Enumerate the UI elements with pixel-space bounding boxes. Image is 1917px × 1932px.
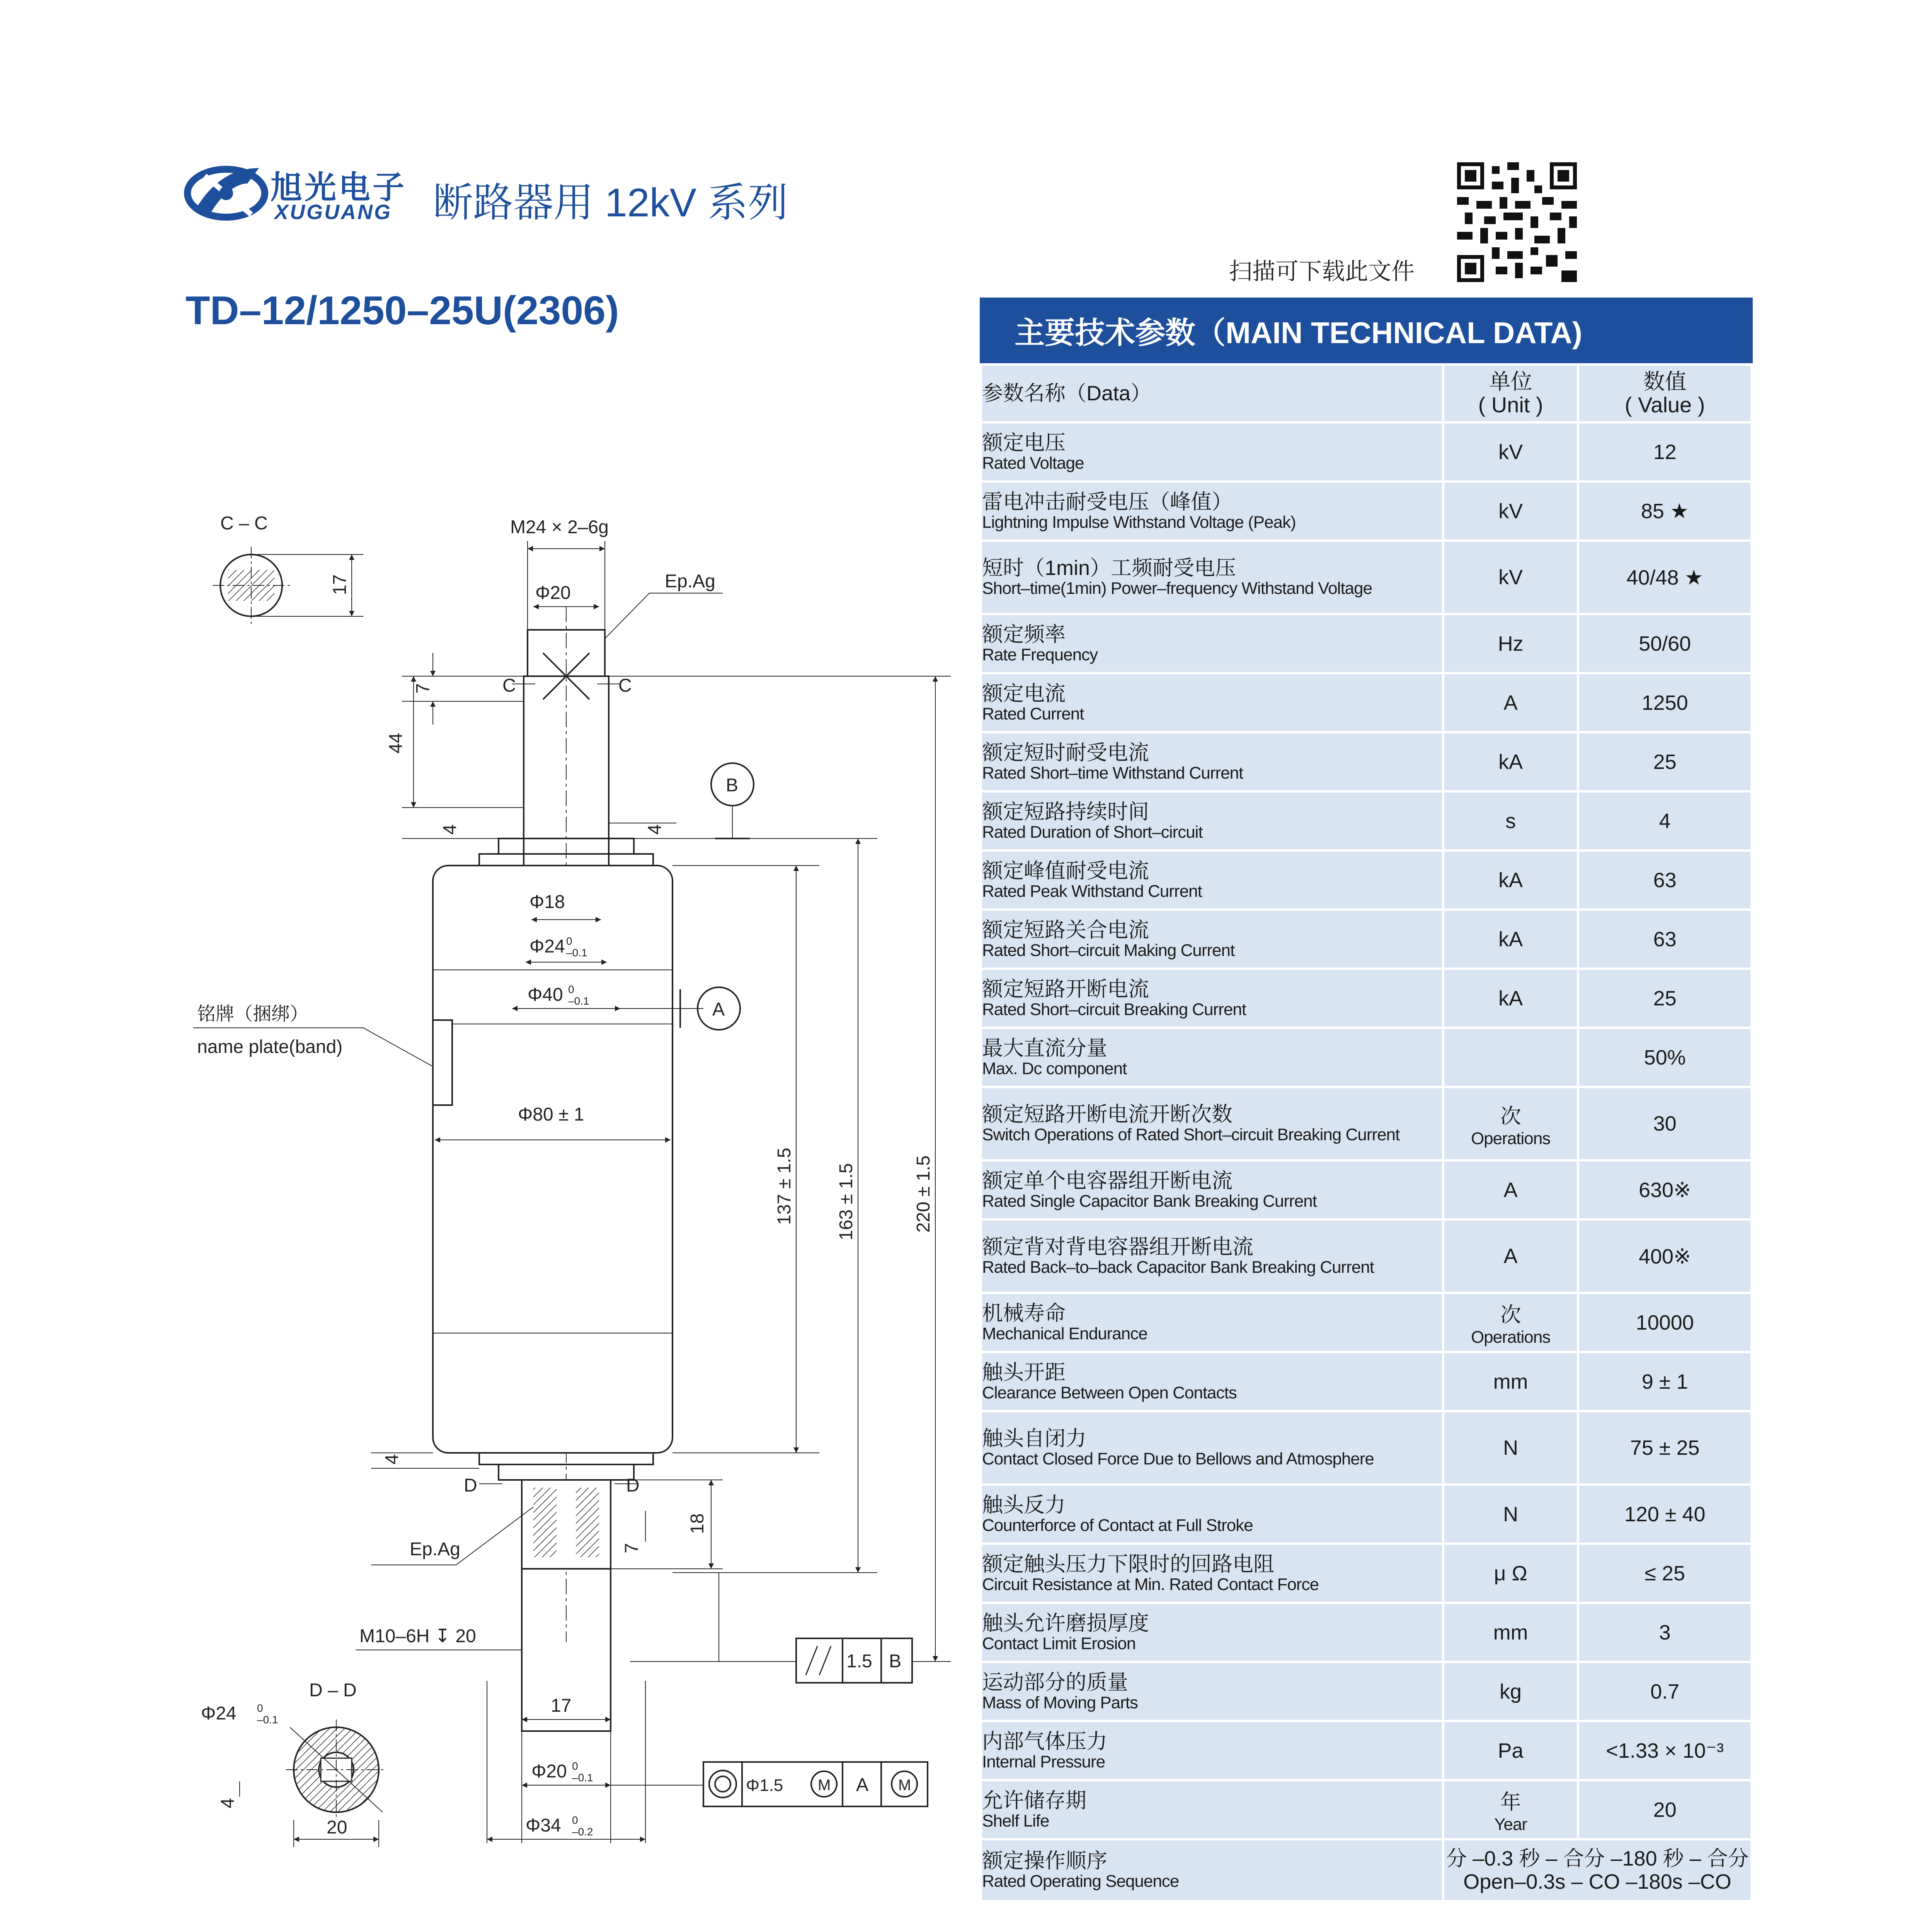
value-cell: [1578, 969, 1752, 1028]
param-name-en: Short–time(1min) Power–frequency Withstand Voltage: [982, 579, 1372, 598]
param-name-en: Rated Peak Withstand Current: [982, 881, 1202, 901]
main-table-row: [981, 422, 1752, 481]
param-cell: [981, 1544, 1443, 1603]
param-name-en: Internal Pressure: [982, 1752, 1105, 1771]
c-label-left: C: [502, 675, 516, 696]
param-value: 25: [1653, 986, 1677, 1010]
main-table-row: [981, 1028, 1752, 1087]
param-name-en: Rated Current: [982, 704, 1084, 723]
param-value: 0.7: [1650, 1680, 1680, 1703]
param-name-en: Rated Duration of Short–circuit: [982, 822, 1203, 842]
param-name-cn: 额定频率: [982, 622, 1066, 646]
param-name-en: Rated Short–circuit Making Current: [982, 940, 1235, 960]
unit-value: 年: [1500, 1791, 1521, 1814]
value-cell: [1578, 614, 1752, 673]
param-value: 40/48 ★: [1626, 566, 1703, 589]
param-name-cn: 额定峰值耐受电流: [982, 859, 1149, 883]
param-cell: [981, 1028, 1443, 1087]
param-cell: [981, 1352, 1443, 1411]
main-table-row: [981, 791, 1752, 850]
param-name-en: Counterforce of Contact at Full Stroke: [982, 1515, 1253, 1535]
param-cell: [981, 541, 1443, 614]
value-cell: [1578, 1721, 1752, 1780]
series-title: 断路器用 12kV 系列: [433, 180, 788, 225]
param-name-cn: 额定短路关合电流: [982, 918, 1149, 942]
unit-cell: [1443, 1662, 1578, 1721]
param-cell: [981, 1087, 1443, 1160]
param-name-cn: 雷电冲击耐受电压（峰值）: [982, 490, 1233, 514]
thread-top-label: M24 × 2–6g: [510, 517, 609, 537]
main-table-row: [981, 1352, 1752, 1411]
param-name-en: Rated Short–time Withstand Current: [982, 763, 1243, 782]
param-name-en: Rated Voltage: [982, 453, 1084, 473]
brand-name-cn: 旭光电子: [271, 170, 407, 205]
param-name-cn: 额定短路持续时间: [982, 800, 1149, 823]
param-name-cn: 最大直流分量: [982, 1036, 1107, 1060]
unit-cell: [1443, 969, 1578, 1028]
main-table-row-operating-sequence: [981, 1839, 1752, 1901]
param-value: 25: [1653, 750, 1677, 774]
param-cell: [981, 910, 1443, 969]
param-name-cn: 触头允许磨损厚度: [982, 1611, 1149, 1635]
param-name-cn: 允许储存期: [982, 1789, 1086, 1812]
unit-cell: [1443, 791, 1578, 850]
value-cell: [1578, 1662, 1752, 1721]
main-table-row: [981, 673, 1752, 732]
phi24-dd-label: Φ24: [201, 1703, 237, 1724]
value-cell: [1578, 481, 1752, 541]
value-cell: [1578, 732, 1752, 791]
param-name-en: Mechanical Endurance: [982, 1324, 1147, 1343]
section-dd-label: D – D: [309, 1681, 357, 1701]
unit-cell: [1443, 1780, 1578, 1839]
section-cc-label: C – C: [220, 513, 268, 534]
param-name-cn: 额定短时耐受电流: [982, 741, 1149, 764]
coax-m1: M: [818, 1777, 831, 1794]
value-cell: [1578, 422, 1752, 481]
param-cell: [981, 1411, 1443, 1485]
param-value: 20: [1653, 1798, 1677, 1821]
unit-value: kA: [1498, 927, 1523, 951]
param-cell: [981, 969, 1443, 1028]
unit-value: N: [1503, 1436, 1519, 1459]
unit-value: N: [1503, 1502, 1519, 1526]
param-value: 4: [1659, 809, 1671, 833]
main-table-row: [981, 1411, 1752, 1485]
param-name-cn: 触头反力: [982, 1493, 1066, 1517]
phi80-label: Φ80 ± 1: [518, 1104, 584, 1125]
main-table-title: 主要技术参数（MAIN TECHNICAL DATA): [980, 298, 1753, 363]
main-table-row: [981, 969, 1752, 1028]
unit-cell: [1443, 1352, 1578, 1411]
param-name-en: Shelf Life: [982, 1811, 1049, 1830]
param-value: 120 ± 40: [1624, 1502, 1706, 1526]
param-name-en: Lightning Impulse Withstand Voltage (Peak): [982, 512, 1296, 532]
value-cell: [1578, 1293, 1752, 1352]
param-cell: [981, 481, 1443, 541]
main-table-row: [981, 1544, 1752, 1603]
param-cell: [981, 673, 1443, 732]
nameplate-en-label: name plate(band): [197, 1037, 343, 1057]
operating-sequence-en: Open–0.3s – CO –180s –CO: [1463, 1870, 1731, 1893]
unit-cell: [1443, 673, 1578, 732]
main-table-row: [981, 1485, 1752, 1544]
unit-cell: [1443, 541, 1578, 614]
unit-value: kg: [1500, 1680, 1522, 1703]
xuguang-logo-icon: [182, 153, 271, 234]
thread-bottom-label: M10–6H ↧ 20: [359, 1626, 476, 1646]
param-value: 3: [1659, 1621, 1671, 1644]
param-value: 75 ± 25: [1630, 1436, 1700, 1459]
phi20-top-label: Φ20: [535, 583, 571, 603]
qr-caption: 扫描可下载此文件: [1229, 259, 1415, 284]
phi18-label: Φ18: [529, 892, 565, 912]
col-value-cn-header: 数值: [1643, 369, 1687, 394]
param-name-cn: 短时（1min）工频耐受电压: [982, 556, 1236, 580]
unit-cell: [1443, 732, 1578, 791]
phi24-dd-tol-low: –0.1: [257, 1714, 278, 1726]
param-value: 30: [1653, 1112, 1677, 1135]
dim-7-bottom: 7: [621, 1543, 642, 1553]
main-table-row: [981, 1780, 1752, 1839]
param-cell: [981, 1219, 1443, 1293]
unit-cell: [1443, 850, 1578, 910]
dim-4-top-right: 4: [645, 824, 665, 835]
param-value: 12: [1653, 440, 1677, 464]
param-name-cn: 额定电流: [982, 682, 1066, 705]
value-cell: [1578, 1603, 1752, 1662]
main-table-row: [981, 481, 1752, 541]
dim-18: 18: [687, 1513, 708, 1534]
dim-20-dd: 20: [327, 1817, 347, 1838]
param-name-en: Clearance Between Open Contacts: [982, 1383, 1237, 1402]
main-table-row: [981, 614, 1752, 673]
unit-cell: [1443, 614, 1578, 673]
brand-name-en: XUGUANG: [274, 201, 392, 224]
unit-value: mm: [1493, 1621, 1528, 1644]
param-name-en: Contact Closed Force Due to Bellows and Atmosphere: [982, 1449, 1374, 1468]
value-cell: [1578, 1219, 1752, 1293]
param-value: 63: [1653, 927, 1677, 951]
main-table-row: [981, 1293, 1752, 1352]
main-technical-table: [980, 363, 1753, 1902]
unit-value-en: Operations: [1471, 1129, 1551, 1148]
main-table-row: [981, 1721, 1752, 1780]
d-label-right: D: [626, 1475, 640, 1496]
unit-cell: [1443, 1411, 1578, 1485]
dim-17-cc: 17: [330, 574, 350, 595]
param-name-cn: 额定操作顺序: [982, 1849, 1107, 1872]
param-name-cn: 额定触头压力下限时的回路电阻: [982, 1552, 1274, 1576]
param-value: 1250: [1641, 691, 1688, 714]
value-cell: [1578, 1028, 1752, 1087]
value-cell: [1578, 1780, 1752, 1839]
dim-137: 137 ± 1.5: [774, 1148, 795, 1225]
col-unit-en-header: ( Unit ): [1478, 393, 1543, 417]
dim-163: 163 ± 1.5: [836, 1163, 856, 1240]
param-value: 85 ★: [1641, 500, 1689, 523]
main-table-row: [981, 732, 1752, 791]
param-value: 10000: [1636, 1311, 1694, 1334]
phi34-tol-low: –0.2: [572, 1826, 593, 1838]
param-cell: [981, 1293, 1443, 1352]
param-name-en: Max. Dc component: [982, 1059, 1127, 1078]
value-cell: [1578, 1485, 1752, 1544]
coax-tol-value: Φ1.5: [746, 1776, 783, 1795]
param-cell: [981, 1160, 1443, 1219]
param-cell: [981, 422, 1443, 481]
phi24-tol-low: –0.1: [566, 947, 587, 959]
phi34-label: Φ34: [526, 1815, 561, 1836]
datum-b-label: B: [726, 775, 739, 796]
c-label-right: C: [618, 675, 632, 696]
main-table-row: [981, 1219, 1752, 1293]
dim-4-top-left: 4: [440, 824, 460, 835]
param-name-cn: 额定背对背电容器组开断电流: [982, 1235, 1253, 1259]
unit-cell: [1443, 1219, 1578, 1293]
param-name-cn: 触头开距: [982, 1361, 1066, 1384]
param-name-en: Circuit Resistance at Min. Rated Contact Force: [982, 1575, 1319, 1594]
unit-value: kA: [1498, 868, 1523, 892]
param-name-cn: 额定短路开断电流开断次数: [982, 1103, 1233, 1126]
unit-value: s: [1505, 809, 1516, 833]
unit-cell: [1443, 481, 1578, 541]
param-name-cn: 额定短路开断电流: [982, 977, 1149, 1001]
phi24-label: Φ24: [529, 936, 565, 957]
param-cell: [981, 791, 1443, 850]
param-name-cn: 运动部分的质量: [982, 1670, 1128, 1694]
dim-4-bottom: 4: [382, 1454, 402, 1464]
param-name-cn: 内部气体压力: [982, 1730, 1107, 1753]
param-value: 400※: [1638, 1245, 1691, 1268]
main-table-row: [981, 1087, 1752, 1160]
d-label-left: D: [464, 1475, 477, 1496]
param-value: 630※: [1638, 1179, 1691, 1202]
param-value: 9 ± 1: [1641, 1370, 1688, 1393]
param-name-en: Contact Limit Erosion: [982, 1634, 1136, 1653]
interrupter-drawing: [162, 483, 974, 1739]
main-table-header-row: [981, 364, 1752, 422]
unit-value: A: [1503, 1178, 1518, 1202]
unit-value: 次: [1500, 1104, 1521, 1128]
col-param-header: 参数名称（Data）: [982, 382, 1152, 405]
parallel-datum: B: [889, 1651, 902, 1672]
param-name-en: Rated Single Capacitor Bank Breaking Current: [982, 1191, 1317, 1211]
value-cell: [1578, 1352, 1752, 1411]
param-cell: [981, 732, 1443, 791]
value-cell: [1578, 673, 1752, 732]
coax-m2: M: [898, 1777, 911, 1794]
param-cell: [981, 1721, 1443, 1780]
phi24-dd-tol-up: 0: [257, 1702, 263, 1714]
value-cell: [1578, 850, 1752, 910]
operating-sequence-cell: [1443, 1839, 1752, 1901]
value-cell: [1578, 1411, 1752, 1485]
col-value-en-header: ( Value ): [1624, 393, 1705, 417]
phi40-tol-up: 0: [568, 983, 574, 995]
param-cell: [981, 1780, 1443, 1839]
unit-value-en: Operations: [1471, 1328, 1551, 1347]
unit-cell: [1443, 1603, 1578, 1662]
value-cell: [1578, 910, 1752, 969]
unit-value: kV: [1498, 499, 1523, 523]
phi20-bottom-tol-low: –0.1: [572, 1772, 593, 1784]
param-value: ≤ 25: [1645, 1561, 1685, 1585]
unit-cell: [1443, 1485, 1578, 1544]
operating-sequence-cn: 分 –0.3 秒 – 合分 –180 秒 – 合分: [1446, 1847, 1749, 1870]
unit-value: A: [1503, 691, 1518, 714]
unit-cell: [1443, 1160, 1578, 1219]
unit-value-en: Year: [1494, 1815, 1527, 1834]
param-value: 63: [1653, 868, 1677, 892]
phi40-tol-low: –0.1: [568, 995, 589, 1007]
param-cell: [981, 1603, 1443, 1662]
parallel-tol-value: 1.5: [846, 1651, 872, 1672]
nameplate-cn-label: 铭牌（捆绑）: [197, 1004, 309, 1024]
param-cell: [981, 614, 1443, 673]
dim-4-dd: 4: [218, 1798, 238, 1808]
coax-datum: A: [856, 1775, 869, 1795]
phi20-bottom-tol-up: 0: [572, 1760, 578, 1772]
param-name-cn: 额定电压: [982, 431, 1066, 454]
param-name-en: Switch Operations of Rated Short–circuit Breaking Current: [982, 1125, 1400, 1144]
unit-cell: [1443, 910, 1578, 969]
param-name-en: Rated Back–to–back Capacitor Bank Breaking Current: [982, 1258, 1374, 1277]
param-cell: [981, 1662, 1443, 1721]
value-cell: [1578, 541, 1752, 614]
param-name-en: Mass of Moving Parts: [982, 1693, 1138, 1712]
param-value: <1.33 × 10⁻³: [1606, 1739, 1724, 1762]
unit-cell: [1443, 1028, 1578, 1087]
phi20-bottom-label: Φ20: [531, 1761, 567, 1782]
unit-value: kV: [1498, 440, 1523, 464]
unit-cell: [1443, 1721, 1578, 1780]
param-name-cn: 机械寿命: [982, 1301, 1066, 1325]
ep-ag-top-label: Ep.Ag: [665, 571, 715, 592]
value-cell: [1578, 1160, 1752, 1219]
value-cell: [1578, 791, 1752, 850]
unit-value: 次: [1500, 1303, 1521, 1327]
datum-a-label: A: [712, 999, 725, 1020]
phi40-label: Φ40: [528, 985, 563, 1005]
param-value: 50/60: [1639, 632, 1691, 655]
value-cell: [1578, 1087, 1752, 1160]
dim-44: 44: [386, 733, 406, 753]
unit-cell: [1443, 1293, 1578, 1352]
param-name-cn: 额定单个电容器组开断电流: [982, 1169, 1233, 1192]
unit-value: Pa: [1498, 1739, 1524, 1762]
dim-220: 220 ± 1.5: [913, 1155, 934, 1233]
param-name-cn: 触头自闭力: [982, 1427, 1086, 1450]
ep-ag-bottom-label: Ep.Ag: [410, 1539, 460, 1560]
main-table-row: [981, 850, 1752, 910]
param-cell: [981, 1839, 1443, 1901]
unit-value: kA: [1498, 750, 1523, 774]
param-name-en: Rated Operating Sequence: [982, 1872, 1179, 1891]
phi24-tol-up: 0: [566, 935, 572, 947]
main-table-row: [981, 1160, 1752, 1219]
dim-7-top: 7: [413, 683, 433, 694]
unit-value: kV: [1498, 566, 1523, 589]
value-cell: [1578, 1544, 1752, 1603]
unit-cell: [1443, 1544, 1578, 1603]
unit-cell: [1443, 1087, 1578, 1160]
main-table-row: [981, 541, 1752, 614]
param-cell: [981, 1485, 1443, 1544]
qr-code-icon: [1457, 162, 1577, 282]
main-table-row: [981, 910, 1752, 969]
param-cell: [981, 850, 1443, 910]
param-value: 50%: [1644, 1046, 1686, 1069]
param-name-en: Rate Frequency: [982, 645, 1098, 664]
unit-value: Hz: [1498, 632, 1524, 655]
dim-17-bottom: 17: [551, 1696, 572, 1716]
unit-cell: [1443, 422, 1578, 481]
main-table-row: [981, 1662, 1752, 1721]
param-name-en: Rated Short–circuit Breaking Current: [982, 1000, 1246, 1019]
phi34-tol-up: 0: [572, 1814, 578, 1826]
col-unit-cn-header: 单位: [1489, 369, 1532, 394]
main-table-row: [981, 1603, 1752, 1662]
model-title: TD–12/1250–25U(2306): [186, 288, 619, 333]
unit-value: A: [1503, 1245, 1518, 1268]
section-dd-drawing: [162, 1681, 974, 1932]
unit-value: kA: [1498, 986, 1523, 1010]
unit-value: mm: [1493, 1370, 1528, 1393]
unit-value: μ Ω: [1494, 1561, 1527, 1585]
